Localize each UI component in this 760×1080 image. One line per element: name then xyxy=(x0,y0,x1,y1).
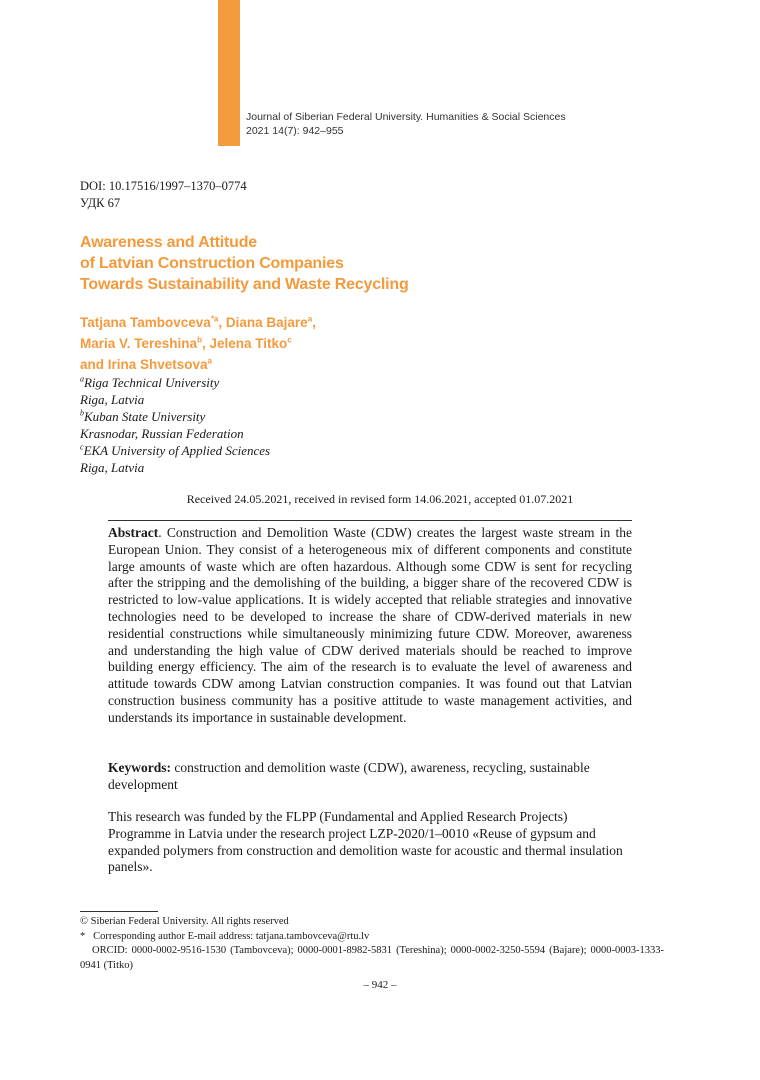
page-number: – 942 – xyxy=(363,979,397,991)
article-title xyxy=(80,232,409,295)
footnote-divider xyxy=(80,911,158,912)
author-affiliation-mark: c xyxy=(287,335,292,345)
abstract-text: . Construction and Demolition Waste (CDW) creates the largest waste stream in the European Union. They consist of a heterogeneous mix of different components and constitute large amounts of waste which are often hazardous. Although some CDW is sent for recycling after the stripping and the demolishing of the building, a bigger share of the recovered CDW is restricted to low-value applications. It is widely accepted that reliable strategies and innovative technologies need to be developed to increase the share of CDW-derived materials in new residential constructions while simultaneously minimizing future CDW. Moreover, awareness and understanding the high value of CDW derived materials should be reached to improve building energy efficiency. The aim of the research is to evaluate the level of awareness and attitude towards CDW among Latvian construction companies. It was found out that Latvian construction business community has a positive attitude to waste management activities, and understands its importance in sustainable development. xyxy=(108,525,632,725)
affiliations xyxy=(80,374,270,476)
author-line xyxy=(80,333,316,354)
orcid-note: ORCID: 0000-0002-9516-1530 (Tambovceva); 0000-0001-8982-5831 (Tereshina); 0000-0002-3250-5594 (Bajare); 0000-0003-1333-0941 (Titko) xyxy=(80,945,664,971)
affiliation-mark: a xyxy=(80,374,84,384)
title-line: of Latvian Construction Companies xyxy=(80,255,344,272)
funding-text: This research was funded by the FLPP (Fundamental and Applied Research Projects) Programme in Latvia under the research project LZP-2020/1–0010 «Reuse of gypsum and expanded polymers from construction and demolition waste for acoustic and thermal insulation panels». xyxy=(108,809,623,875)
funding-statement xyxy=(108,809,632,876)
journal-name: Journal of Siberian Federal University. Humanities & Social Sciences xyxy=(246,111,566,123)
author-name: Tatjana Tambovceva xyxy=(80,315,211,330)
footnotes xyxy=(80,915,664,973)
affiliation-mark: b xyxy=(80,408,84,418)
author-affiliation-mark: a xyxy=(307,314,313,324)
affiliation-label: Riga Technical University xyxy=(84,375,220,390)
author-name: Diana Bajare xyxy=(225,315,308,330)
received-dates: Received 24.05.2021, received in revised form 14.06.2021, accepted 01.07.2021 xyxy=(186,492,574,506)
affiliation-label: EKA University of Applied Sciences xyxy=(83,443,271,458)
author-separator: , xyxy=(201,336,210,351)
author-name: Maria V. Tereshina xyxy=(80,336,198,351)
author-line xyxy=(80,354,316,375)
keywords-label: Keywords: xyxy=(108,760,171,775)
keywords-text: construction and demolition waste (CDW), awareness, recycling, sustainable development xyxy=(108,760,590,792)
title-line: Awareness and Attitude xyxy=(80,234,257,251)
author-affiliation-mark: b xyxy=(197,335,202,345)
doi: DOI: 10.17516/1997–1370–0774 xyxy=(80,179,247,193)
corresponding-author-note: * Corresponding author E-mail address: tatjana.tambovceva@rtu.lv xyxy=(80,930,370,942)
udk: УДК 67 xyxy=(80,196,121,210)
title-line: Towards Sustainability and Waste Recycling xyxy=(80,276,409,293)
abstract xyxy=(108,525,632,727)
keywords xyxy=(108,760,632,794)
abstract-label: Abstract xyxy=(108,525,159,540)
author-name: and Irina Shvetsova xyxy=(80,357,208,372)
affiliation-place: Krasnodar, Russian Federation xyxy=(80,426,244,441)
journal-issue: 2021 14(7): 942–955 xyxy=(246,125,344,137)
author-separator: , xyxy=(218,315,226,330)
affiliation-name xyxy=(80,408,270,425)
affiliation-place: Riga, Latvia xyxy=(80,460,145,475)
affiliation-label: Kuban State University xyxy=(84,409,206,424)
abstract-divider xyxy=(108,520,632,521)
doi-block xyxy=(80,178,247,212)
author-list xyxy=(80,312,316,375)
affiliation-name xyxy=(80,442,270,459)
author-affiliation-mark: *a xyxy=(210,314,219,324)
journal-accent-bar xyxy=(218,0,240,146)
author-line xyxy=(80,312,316,333)
affiliation-mark: c xyxy=(80,442,84,452)
author-name: Jelena Titko xyxy=(209,336,288,351)
author-separator: , xyxy=(312,315,316,330)
affiliation-name xyxy=(80,374,270,391)
affiliation-place: Riga, Latvia xyxy=(80,392,145,407)
author-affiliation-mark: a xyxy=(207,356,212,366)
journal-header xyxy=(246,110,566,138)
copyright-note: © Siberian Federal University. All rights reserved xyxy=(80,916,289,927)
